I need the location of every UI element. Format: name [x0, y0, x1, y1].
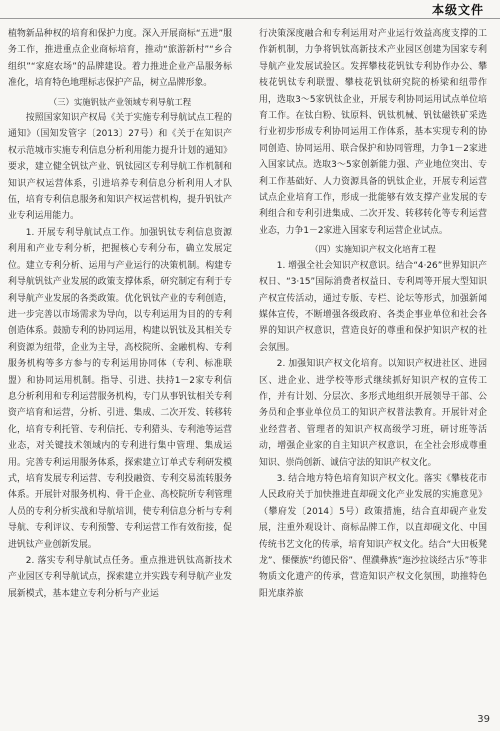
right-paragraph-4: 3. 结合地方特色培育知识产权文化。落实《攀枝花市人民政府关于加快推进直却砚文化产业发展的实施意见》（攀府发〔2014〕5号）政策措施，结合直却砚产业发展，注重外观设计、商标品牌工作，以直却砚文化、中国传统书艺文化的传承，培育知识产权文化。结合“大田板凳龙”、傈僳族“约德民俗”、俚濮彝族“迤沙拉谈经古乐”等非物质文化遗产的传承，营造知识产权文化氛围，助推特色阳光康养旅: [259, 473, 487, 599]
page-header: [0, 0, 500, 19]
left-paragraph-2: 按照国家知识产权局《关于实施专利导航试点工程的通知》（国知发管字〔2013〕27号）和《关于在知识产权示范城市实施专利信息分析利用能力提升计划的通知》要求，建立健全钒钛产业、钒钛园区专利导航工作机制和知识产权运营体系，引进培养专利信息分析利用人才队伍，培育专利信息服务和知识产权运营机构，提升钒钛产业专利运用能力。: [8, 113, 232, 222]
right-paragraph-1: 行决策深度融合和专利运用对产业运行效益高度支撑的工作新机制，力争将钒钛高新技术产业园区创建为国家专利导航产业发展试验区。发挥攀枝花钒钛专利协作办公、攀枝花钒钛专利联盟、攀枝花钒钛研究院的桥梁和纽带作用，选取3～5家钒钛企业，开展专利协同运用试点单位培育工作。在钛白粉、钛原料、钒钛机械、钒钛磁铁矿采选行业初步形成专利协同运用工作体系，基本实现专利的协同创造、协同运用、联合保护和协同管理，力争1－2家进入国家试点。选取3～5家创新能力强、产业地位突出、专利工作基础好、人力资源具备的钒钛企业，开展专利运营试点企业培育工作，形成一批能够有效支撑产业发展的专利组合和专利引进集成、二次开发、转移转化等专利运营业态，力争1－2家进入国家专利运营企业试点。: [259, 29, 487, 236]
right-paragraph-3: 2. 加强知识产权文化培育。以知识产权进社区、进园区、进企业、进学校等形式继续抓好知识产权的宣传工作，并有计划、分层次、多形式地组织开展领导干部、公务员和企事业单位员工的知识产权普法教育。开展针对企业经营者、管理者的知识产权高级学习班，研讨班等活动，增强企业家的自主知识产权意识，在全社会形成尊重知识、崇尚创新、诚信守法的知识产权文化。: [259, 359, 487, 468]
left-paragraph-4: 2. 落实专利导航试点任务。重点推进钒钛高新技术产业园区专利导航试点，探索建立并实践专利导航产业发展新模式，基本建立专利分析与产业运: [8, 556, 232, 599]
left-paragraph-1: 植物新品种权的培育和保护力度。深入开展商标“五进”服务工作，推进重点企业商标培育，推动“旅游新村”“乡合组织”“家庭农场”的品牌建设。着力推进企业产品服务标准化，培育特色地理标志保护产品，树立品牌形象。: [8, 29, 232, 89]
left-column: [8, 26, 232, 602]
section-heading-4: （四）实施知识产权文化培育工程: [310, 244, 436, 255]
left-paragraph-3: 1. 开展专利导航试点工作。加强钒钛专利信息资源利用和产业专利分析，把握核心专利分布，确立发展定位。建立专利分析、运用与产业运行的决策机制。构建专利导航钒钛产业发展的政策支撑体系，研究制定有利于专利导航产业发展的各类政策。优化钒钛产业的专利创造，进一步完善以市场需求为导向，以专利运用为目的的专利创造体系。鼓励专利的协同运用，构建以钒钛及其相关专利资源为纽带，企业为主导，高校院所、金融机构、专利服务机构等多方参与的专利运用协同体（专利、标准联盟）和协同运用机制。指导、引进、扶持1－2家专利信息分析利用和专利运营服务机构，专门从事钒钛相关专利资产培育和运营，分析、引进、集成、二次开发、转移转化，培育专利托管、专利信托、专利猎头、专利池等运营业态，对关键技术领域内的专利进行集中管理、集成运用。完善专利运用服务体系，探索建立订单式专利研发模式，培育发展专利运营、专利投融资、专利交易流转服务体系。开展针对服务机构、骨干企业、高校院所专利管理人员的专利分析实战和导航培训，使专利信息分析与专利导航、专利评议、专利预警、专利运营工作有效衔接，促进钒钛产业创新发展。: [8, 227, 232, 550]
page-number: 39: [477, 714, 490, 725]
header-title: 本级文件: [431, 3, 484, 17]
right-column: [259, 26, 487, 602]
section-heading-3: （三）实施钒钛产业领域专利导航工程: [48, 96, 192, 107]
right-paragraph-2: 1. 增强全社会知识产权意识。结合“4·26”世界知识产权日、“3·15”国际消费者权益日、专利周等开展大型知识产权宣传活动，通过专版、专栏、论坛等形式，加强新闻媒体宣传，不断增强各级政府、各类企事业单位和社会各界的知识产权意识，营造良好的尊重和保护知识产权的社会氛围。: [259, 260, 487, 353]
